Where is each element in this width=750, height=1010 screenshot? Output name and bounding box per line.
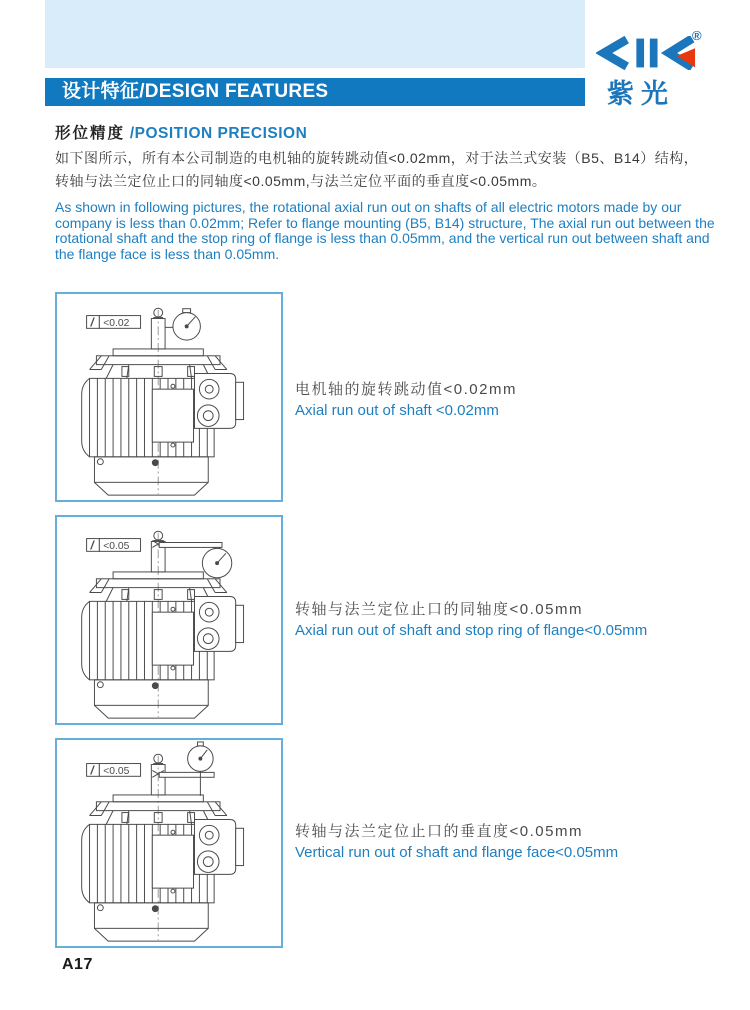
figure-caption-1: [295, 380, 725, 421]
page-number: A17: [62, 956, 93, 973]
header-band: [45, 0, 585, 68]
intro-paragraph-zh: [55, 147, 730, 193]
runout-symbol: /: [90, 316, 94, 330]
tolerance-frame: [87, 316, 141, 330]
section-title-zh: 形位精度: [55, 125, 126, 142]
figure-box-2: [55, 515, 283, 725]
tolerance-value: <0.05: [103, 540, 130, 552]
motor-drawing-1-icon: [57, 294, 281, 500]
motor-drawing-2-icon: [57, 517, 281, 723]
intro-zh-line1: 如下图所示，所有本公司制造的电机轴的旋转跳动值<0.02mm，对于法兰式安装（B5、B14）结构，: [55, 150, 699, 166]
tolerance-frame: [87, 764, 141, 778]
tolerance-value: <0.05: [103, 765, 130, 777]
brand-name: 紫光: [607, 79, 675, 109]
runout-symbol: /: [90, 764, 94, 778]
dial-indicator-shaft-icon: [165, 309, 200, 340]
caption-en: Axial run out of shaft <0.02mm: [295, 402, 499, 419]
intro-zh-line2: 转轴与法兰定位止口的同轴度<0.05mm,与法兰定位平面的垂直度<0.05mm。: [55, 173, 547, 189]
zik-logo-icon: [596, 36, 696, 70]
figure-caption-2: [295, 600, 725, 641]
figure-box-3: [55, 738, 283, 948]
tolerance-frame: [87, 539, 141, 553]
figure-caption-3: [295, 822, 725, 863]
runout-symbol: /: [90, 539, 94, 553]
caption-en: Axial run out of shaft and stop ring of flange<0.05mm: [295, 622, 648, 639]
section-title-en: /POSITION PRECISION: [125, 125, 308, 142]
motor-drawing-3-icon: [57, 740, 281, 946]
dial-indicator-flange-face-icon: [152, 742, 214, 796]
intro-paragraph-en: As shown in following pictures, the rotational axial run out on shafts of all electric motors made by our company is less than 0.02mm; Refer to flange mounting (B5, B14) structure, The axial run out between the rotational shaft and the stop ring of flange is less than 0.05mm, and the vertical run out between shaft and the flange face is less than 0.05mm.: [55, 199, 715, 262]
section-title: [55, 121, 307, 143]
caption-zh: 电机轴的旋转跳动值<0.02mm: [295, 381, 517, 398]
page-title: 设计特征/DESIGN FEATURES: [62, 81, 329, 102]
caption-en: Vertical run out of shaft and flange face<0.05mm: [295, 844, 619, 861]
tolerance-value: <0.02: [103, 317, 130, 329]
figure-box-1: [55, 292, 283, 502]
caption-zh: 转轴与法兰定位止口的垂直度<0.05mm: [295, 823, 583, 840]
caption-zh: 转轴与法兰定位止口的同轴度<0.05mm: [295, 601, 583, 618]
registered-mark: ®: [692, 28, 702, 43]
page-title-bar: [45, 78, 585, 106]
